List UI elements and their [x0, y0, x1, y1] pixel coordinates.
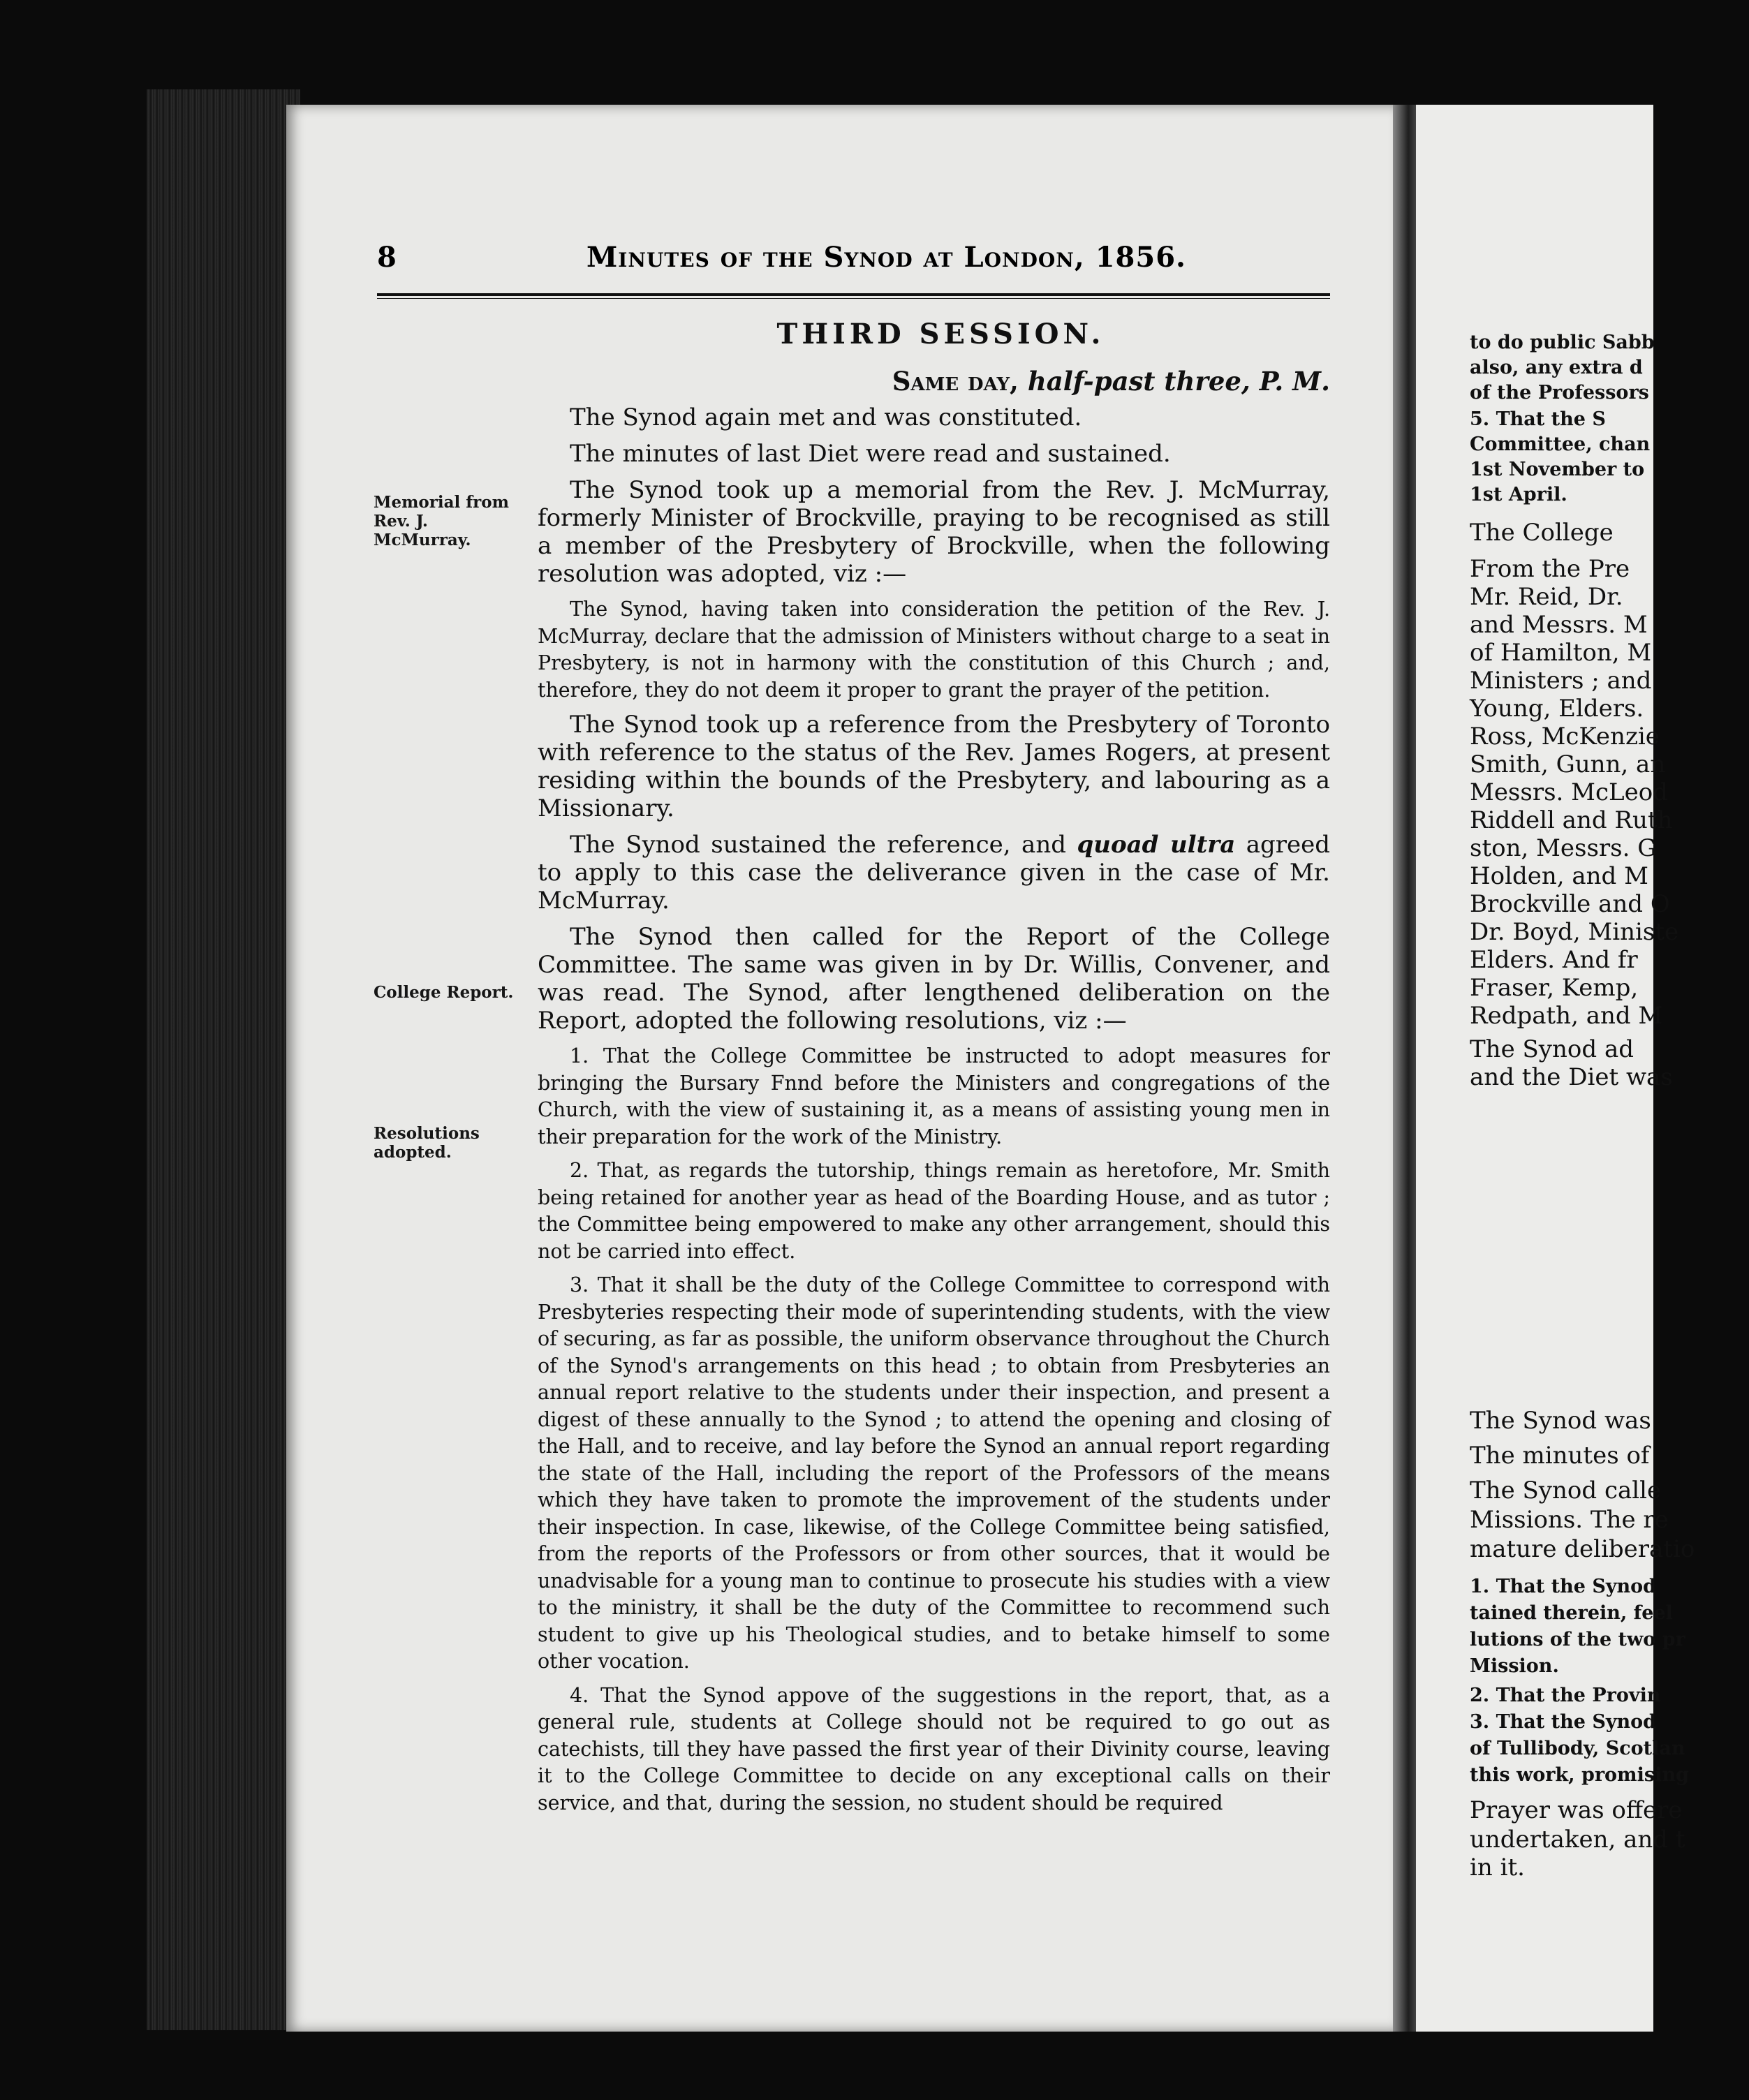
facing-page-line: of Hamilton, M	[1470, 639, 1652, 667]
facing-page-line: Redpath, and M	[1470, 1002, 1663, 1030]
text-fragment: The Synod sustained the reference, and	[570, 831, 1066, 859]
facing-page-line: Mission.	[1470, 1655, 1559, 1677]
margin-note-resolutions: Resolutions adopted.	[374, 1124, 480, 1162]
text-fragment: agreed to apply to this case the deliverance given in the case of Mr. McMurray.	[538, 831, 1330, 915]
page-number: 8	[377, 241, 397, 274]
book-edge	[147, 89, 300, 2030]
facing-page-line: Riddell and Ruth	[1470, 806, 1673, 834]
facing-page-line: 2. That the Provin	[1470, 1685, 1661, 1706]
facing-page-line: also, any extra d	[1470, 357, 1643, 378]
facing-page-line: Missions. The re	[1470, 1506, 1669, 1534]
facing-page-line: The Synod was	[1470, 1407, 1651, 1435]
facing-page-line: of Tullibody, Scotlan	[1470, 1738, 1685, 1759]
paragraph-quoad	[538, 831, 1330, 915]
facing-page-line: ston, Messrs. G	[1470, 834, 1657, 862]
facing-page-line: Young, Elders.	[1470, 695, 1644, 723]
facing-page-line: undertaken, and t	[1470, 1826, 1685, 1854]
resolution-3: 3. That it shall be the duty of the College Committee to correspond with Presbyteries respecting their mode of superintending students, with the view of securing, as far as possible, the uniform observance throughout the Church of the Synod's arrangements on this head ; to obtain from Presbyteries an annual report relative to the students under their inspection, and present a digest of these annually to the Synod ; to attend the opening and closing of the Hall, and to receive, and lay before the Synod an annual report regarding the state of the Hall, including the report of the Professors of the means which they have taken to promote the improvement of the students under their inspection. In case, likewise, of the College Committee being satisfied, from the reports of the Professors or from other sources, that it would be unadvisable for a young man to continue to prosecute his studies with a view to the ministry, it shall be the duty of the Committee to recommend such student to give up his Theological studies, and to betake himself to some other vocation.	[538, 1273, 1330, 1673]
paragraph: The minutes of last Diet were read and sustained.	[570, 440, 1171, 468]
facing-page-line: Committee, chan	[1470, 434, 1651, 455]
paragraph-memorial: The Synod took up a memorial from the Rev. J. McMurray, formerly Minister of Brockville, praying to be recognised as still a member of the Presbytery of Brockville, when the following resolution was adopted, viz :—	[538, 476, 1330, 588]
margin-note-memorial: Memorial from Rev. J. McMurray.	[374, 493, 509, 549]
facing-page-line: 1st November to	[1470, 459, 1645, 480]
facing-page-line: and Messrs. M	[1470, 611, 1648, 639]
facing-page-line: The Synod ad	[1470, 1035, 1634, 1063]
header-rule	[377, 293, 1330, 299]
paragraph-reference: The Synod took up a reference from the Presbytery of Toronto with reference to the status of the Rev. James Rogers, at present residing within the bounds of the Presbytery, and labouring as a Missionary.	[538, 711, 1330, 822]
dateline	[538, 366, 1330, 397]
resolution-2: 2. That, as regards the tutorship, things remain as heretofore, Mr. Smith being retained for another year as head of the Boarding House, and as tutor ; the Committee being empowered to make any other arrangement, should this not be carried into effect.	[538, 1159, 1330, 1263]
paragraph: The Synod again met and was constituted.	[570, 404, 1082, 431]
facing-page-line: Prayer was offere	[1470, 1796, 1683, 1824]
facing-page-line: Fraser, Kemp,	[1470, 974, 1639, 1002]
facing-page-line: The minutes of	[1470, 1442, 1650, 1470]
running-title: Minutes of the Synod at London, 1856.	[586, 241, 1186, 274]
facing-page-line: this work, promising	[1470, 1764, 1689, 1786]
margin-note-college-report: College Report.	[374, 983, 514, 1002]
facing-page-line: to do public Sabb	[1470, 332, 1655, 353]
facing-page-line: Brockville and O	[1470, 890, 1670, 918]
facing-page-line: Messrs. McLeod	[1470, 778, 1668, 806]
main-text	[538, 318, 1330, 1824]
session-title: THIRD SESSION.	[776, 318, 1105, 350]
resolution-1: 1. That the College Committee be instructed to adopt measures for bringing the Bursary Fnnd before the Ministers and congregations of the Church, with the view of sustaining it, as a means of assisting young men in their preparation for the work of the Ministry.	[538, 1044, 1330, 1148]
facing-page-line: 3. That the Synod	[1470, 1711, 1657, 1733]
facing-page-line: Ministers ; and	[1470, 667, 1652, 695]
resolution-memorial: The Synod, having taken into consideration the petition of the Rev. J. McMurray, declare that the admission of Ministers without charge to a seat in Presbytery, is not in harmony with the constitution of this Church ; and, therefore, they do not deem it proper to grant the prayer of the petition.	[538, 598, 1330, 702]
facing-page-line: in it.	[1470, 1854, 1525, 1881]
facing-page-line: 1. That the Synod	[1470, 1576, 1657, 1597]
facing-page-line: Ross, McKenzie	[1470, 723, 1660, 750]
facing-page-line: 1st April.	[1470, 484, 1567, 505]
facing-page-line: tained therein, feel	[1470, 1602, 1673, 1624]
dateline-time: half-past three, P. M.	[1027, 366, 1330, 397]
paragraph-college-report: The Synod then called for the Report of the College Committee. The same was given in by Dr. Willis, Convener, and was read. The Synod, after lengthened deliberation on the Report, adopted the following resolutions, viz :—	[538, 923, 1330, 1035]
facing-page-line: 5. That the S	[1470, 408, 1606, 430]
dateline-day: Same day,	[892, 366, 1019, 397]
facing-page-line: Smith, Gunn, an	[1470, 750, 1666, 778]
facing-page-line: of the Professors	[1470, 382, 1649, 404]
facing-page-line: lutions of the two pr	[1470, 1629, 1685, 1650]
resolution-4: 4. That the Synod appove of the suggestions in the report, that, as a general rule, students at College should not be required to go out as catechists, till they have passed the first year of their Divinity course, leaving it to the College Committee to decide on any exceptional calls on their service, and that, during the session, no student should be required	[538, 1683, 1330, 1814]
facing-page-line: mature deliberatio	[1470, 1535, 1695, 1563]
facing-page-line: Dr. Boyd, Ministe	[1470, 918, 1679, 946]
facing-page-line: Mr. Reid, Dr.	[1470, 583, 1623, 611]
facing-page-line: The Synod calle	[1470, 1477, 1662, 1504]
page-header	[377, 241, 1327, 283]
facing-page-line: Elders. And fr	[1470, 946, 1638, 974]
facing-page-line: and the Diet was	[1470, 1063, 1673, 1091]
facing-page-line: The College	[1470, 519, 1614, 547]
facing-page-line: From the Pre	[1470, 555, 1630, 583]
facing-page-line: Holden, and M	[1470, 862, 1648, 890]
latin-phrase: quoad ultra	[1077, 831, 1236, 859]
